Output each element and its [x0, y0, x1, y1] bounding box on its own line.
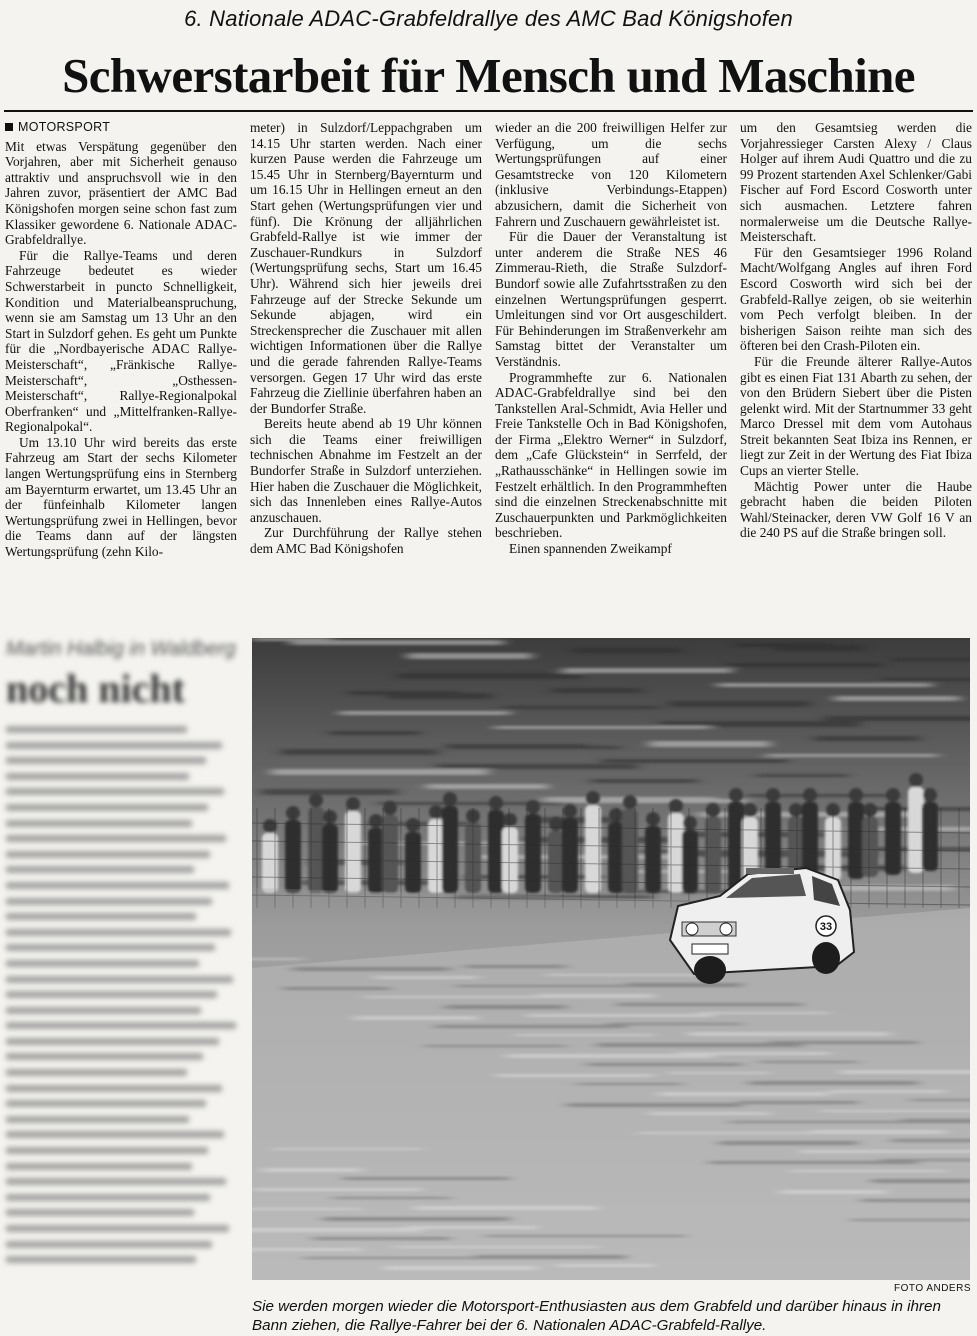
- blurred-text-line: [6, 882, 229, 889]
- car-start-number: 33: [819, 921, 833, 933]
- section-label-text: MOTORSPORT: [18, 120, 111, 134]
- blurred-text-line: [6, 788, 224, 795]
- section-square-icon: [5, 123, 13, 131]
- article-column-2: [250, 120, 482, 557]
- paragraph: Für die Rallye-Teams und deren Fahrzeuge bedeutet es wieder Schwerstarbeit in puncto Schnelligkeit, Kondition und Materialbeanspruchung, wenn sie am Samstag um 13 Uhr an den Start in Sulzdorf gehen. Es geht um Punkte für die „Nordbayerische ADAC Rallye-Meisterschaft“, „Fränkische Rallye-Meisterschaft“, „Osthessen-Meisterschaft“, Rallye-Regionalpokal Oberfranken“ und „Mittelfranken-Rallye-Regionalpokal“.: [5, 247, 237, 435]
- rally-photo-image: [252, 638, 970, 1280]
- paragraph: Programmhefte zur 6. Nationalen ADAC-Grabfeldrallye sind bei den Tankstellen Aral-Schmidt, Avia Heller und Freie Tankstelle Och in Bad Königshofen, der Firma „Elektro Werner“ in Sulzdorf, dem „Cafe Glückstein“ in Serrfeld, der „Rathausschänke“ in Hellingen sowie im Festzelt erhältlich. In den Programmheften sind die einzelnen Streckenabschnitte mit Zuschauerpunkten und Parkmöglichkeiten beschrieben.: [495, 369, 727, 541]
- blurred-text-line: [6, 1053, 203, 1060]
- paragraph: Einen spannenden Zweikampf: [509, 541, 672, 557]
- blurred-text-line: [6, 1147, 208, 1154]
- article-column-4: [740, 120, 972, 541]
- section-label: [5, 120, 237, 136]
- blurred-text-line: [6, 913, 196, 920]
- paragraph: Für den Gesamtsieger 1996 Roland Macht/Wolfgang Angles auf ihren Ford Escord Cosworth wird sich bei der Grabfeld-Rallye zeigen, ob sie weiterhin vom Pech verfolgt bleiben. In der bisherigen Saison reihte man sich des öfteren bei den Crash-Piloten ein.: [740, 244, 972, 354]
- paragraph: Um 13.10 Uhr wird bereits das erste Fahrzeug am Start der sechs Kilometer langen Wertungsprüfung eins in Sternberg am Bayernturm erwartet, um 13.45 Uhr an der fünfeinhalb Kilometer langen Wertungsprüfung zwei in Hellingen, bevor die Teams dann auf der längsten Wertungsprüfung (zehn Kilo-: [5, 434, 237, 560]
- article-kicker: 6. Nationale ADAC-Grabfeldrallye des AMC Bad Königshofen: [184, 6, 793, 31]
- blurred-text-line: [6, 742, 222, 749]
- paragraph: Zur Durchführung der Rallye stehen dem AMC Bad Königshofen: [250, 525, 482, 557]
- photo-caption: Sie werden morgen wieder die Motorsport-Enthusiasten aus dem Grabfeld und darüber hinaus in ihren Bann ziehen, die Rallye-Fahrer bei der 6. Nationalen ADAC-Grabfeld-Rallye.: [252, 1298, 941, 1334]
- blurred-text-line: [6, 1085, 222, 1092]
- blurred-text-line: [6, 835, 226, 842]
- blurred-text-line: [6, 960, 199, 967]
- blurred-text-line: [6, 898, 212, 905]
- blurred-text-line: [6, 851, 210, 858]
- article-column-1: [5, 120, 237, 560]
- article-headline: Schwerstarbeit für Mensch und Maschine: [62, 48, 915, 103]
- blurred-text-line: [6, 1256, 196, 1263]
- blurred-text-line: [6, 1163, 192, 1170]
- blurred-text-line: [6, 1069, 187, 1076]
- rally-photo: [252, 638, 970, 1280]
- blurred-text-line: [6, 991, 217, 998]
- blurred-text-line: [6, 1100, 206, 1107]
- blurred-text-line: [6, 1209, 194, 1216]
- paragraph: Mächtig Power unter die Haube gebracht haben die beiden Piloten Wahl/Steinacker, deren VW Golf 16 V an die 240 PS auf die Straße bringen soll.: [740, 478, 972, 541]
- article-column-3: [495, 120, 727, 557]
- paragraph: um den Gesamtsieg werden die Vorjahressieger Carsten Alexy / Claus Holger auf ihrem Audi Quattro und die zu 99 Prozent startenden Axel Schlenker/Gabi Fischer auf Ford Escord Cosworth unter sich ausmachen. Letztere fahren normalerweise um die Deutsche Rallye-Meisterschaft.: [740, 120, 972, 245]
- blurred-text-line: [6, 757, 206, 764]
- paragraph: Bereits heute abend ab 19 Uhr können sich die Teams einer freiwilligen technischen Abnahme im Festzelt an der Bundorfer Straße in Sulzdorf unterziehen. Hier haben die Zuschauer die Möglichkeit, sich das Innenleben eines Rallye-Autos anzuschauen.: [250, 416, 482, 525]
- blurred-text-line: [6, 1225, 229, 1232]
- blurred-text-line: [6, 944, 215, 951]
- blurred-text-line: [6, 804, 208, 811]
- blurred-text-line: [6, 1022, 236, 1029]
- adjacent-article-blurred: [0, 630, 246, 1270]
- blurred-text-line: [6, 929, 231, 936]
- blurred-text-line: [6, 1241, 212, 1248]
- adjacent-text-lines: [6, 726, 238, 1270]
- blurred-text-line: [6, 1007, 201, 1014]
- blurred-text-line: [6, 820, 192, 827]
- blurred-text-line: [6, 1131, 224, 1138]
- blurred-text-line: [6, 976, 233, 983]
- photo-credit: FOTO ANDERS: [894, 1283, 971, 1294]
- blurred-text-line: [6, 773, 189, 780]
- blurred-text-line: [6, 1038, 219, 1045]
- blurred-text-line: [6, 1194, 210, 1201]
- blurred-text-line: [6, 726, 187, 733]
- paragraph: meter) in Sulzdorf/Leppachgraben um 14.15 Uhr starten werden. Nach einer kurzen Pause werden die Fahrzeuge um 15.45 Uhr in Sternberg/Bayernturm und um 16.15 Uhr in Hellingen erneut an den Start gehen (Wertungsprüfungen vier und fünf). Die Krönung der alljährlichen Grabfeld-Rallye ist wie immer der Zuschauer-Rundkurs in Sulzdorf (Wertungsprüfung sechs, Start um 16.45 Uhr). Während sich hier jeweils drei Fahrzeuge auf der Strecke Sekunde um Sekunde abjagen, wird ein Streckensprecher die Zuschauer mit allen wichtigen Informationen über die Rallye und die gerade fahrenden Rallye-Teams versorgen. Gegen 17 Uhr wird das erste Fahrzeug die Ziellinie überfahren haben an der Bundorfer Straße.: [250, 120, 482, 416]
- paragraph: Für die Freunde älterer Rallye-Autos gibt es einen Fiat 131 Abarth zu sehen, der von den Brüdern Siebert über die Pisten gelenkt wird. Mit der Startnummer 33 geht Marco Dressel mit dem vom Autohaus Streit bekannten Seat Ibiza ins Rennen, er liegt zur Zeit in der Wertung des Fiat Ibiza Cups an vierter Stelle.: [740, 353, 972, 479]
- blurred-text-line: [6, 866, 194, 873]
- paragraph: Für die Dauer der Veranstaltung ist unter anderem die Straße NES 46 Zimmerau-Rieth, die Straße Sulzdorf-Bundorf sowie alle Zufahrtsstraßen zu den einzelnen Wertungsprüfungen gesperrt. Umleitungen sind vor Ort ausgeschildert. Für Behinderungen im Straßenverkehr am Samstag bittet der Veranstalter um Verständnis.: [495, 229, 727, 369]
- paragraph: Mit etwas Verspätung gegenüber den Vorjahren, aber mit Sicherheit genauso attraktiv und anspruchsvoll wie in den Jahren zuvor, präsentiert der AMC Bad Königshofen morgen seine schon fast zum Klassiker gewordene 6. Nationale ADAC-Grabfeldrallye.: [5, 138, 237, 248]
- blurred-text-line: [6, 1178, 226, 1185]
- adjacent-headline: noch nicht: [6, 666, 185, 711]
- blurred-text-line: [6, 1116, 189, 1123]
- paragraph: wieder an die 200 freiwilligen Helfer zur Verfügung, um die sechs Wertungsprüfungen auf einer Gesamtstrecke von 120 Kilometern (inklusive Verbindungs-Etappen) abzusichern, damit die Sicherheit von Fahrern und Zuschauern gewährleistet ist.: [495, 120, 727, 229]
- adjacent-byline: Martin Halbig in Waldberg: [6, 638, 236, 660]
- headline-rule: [4, 110, 973, 112]
